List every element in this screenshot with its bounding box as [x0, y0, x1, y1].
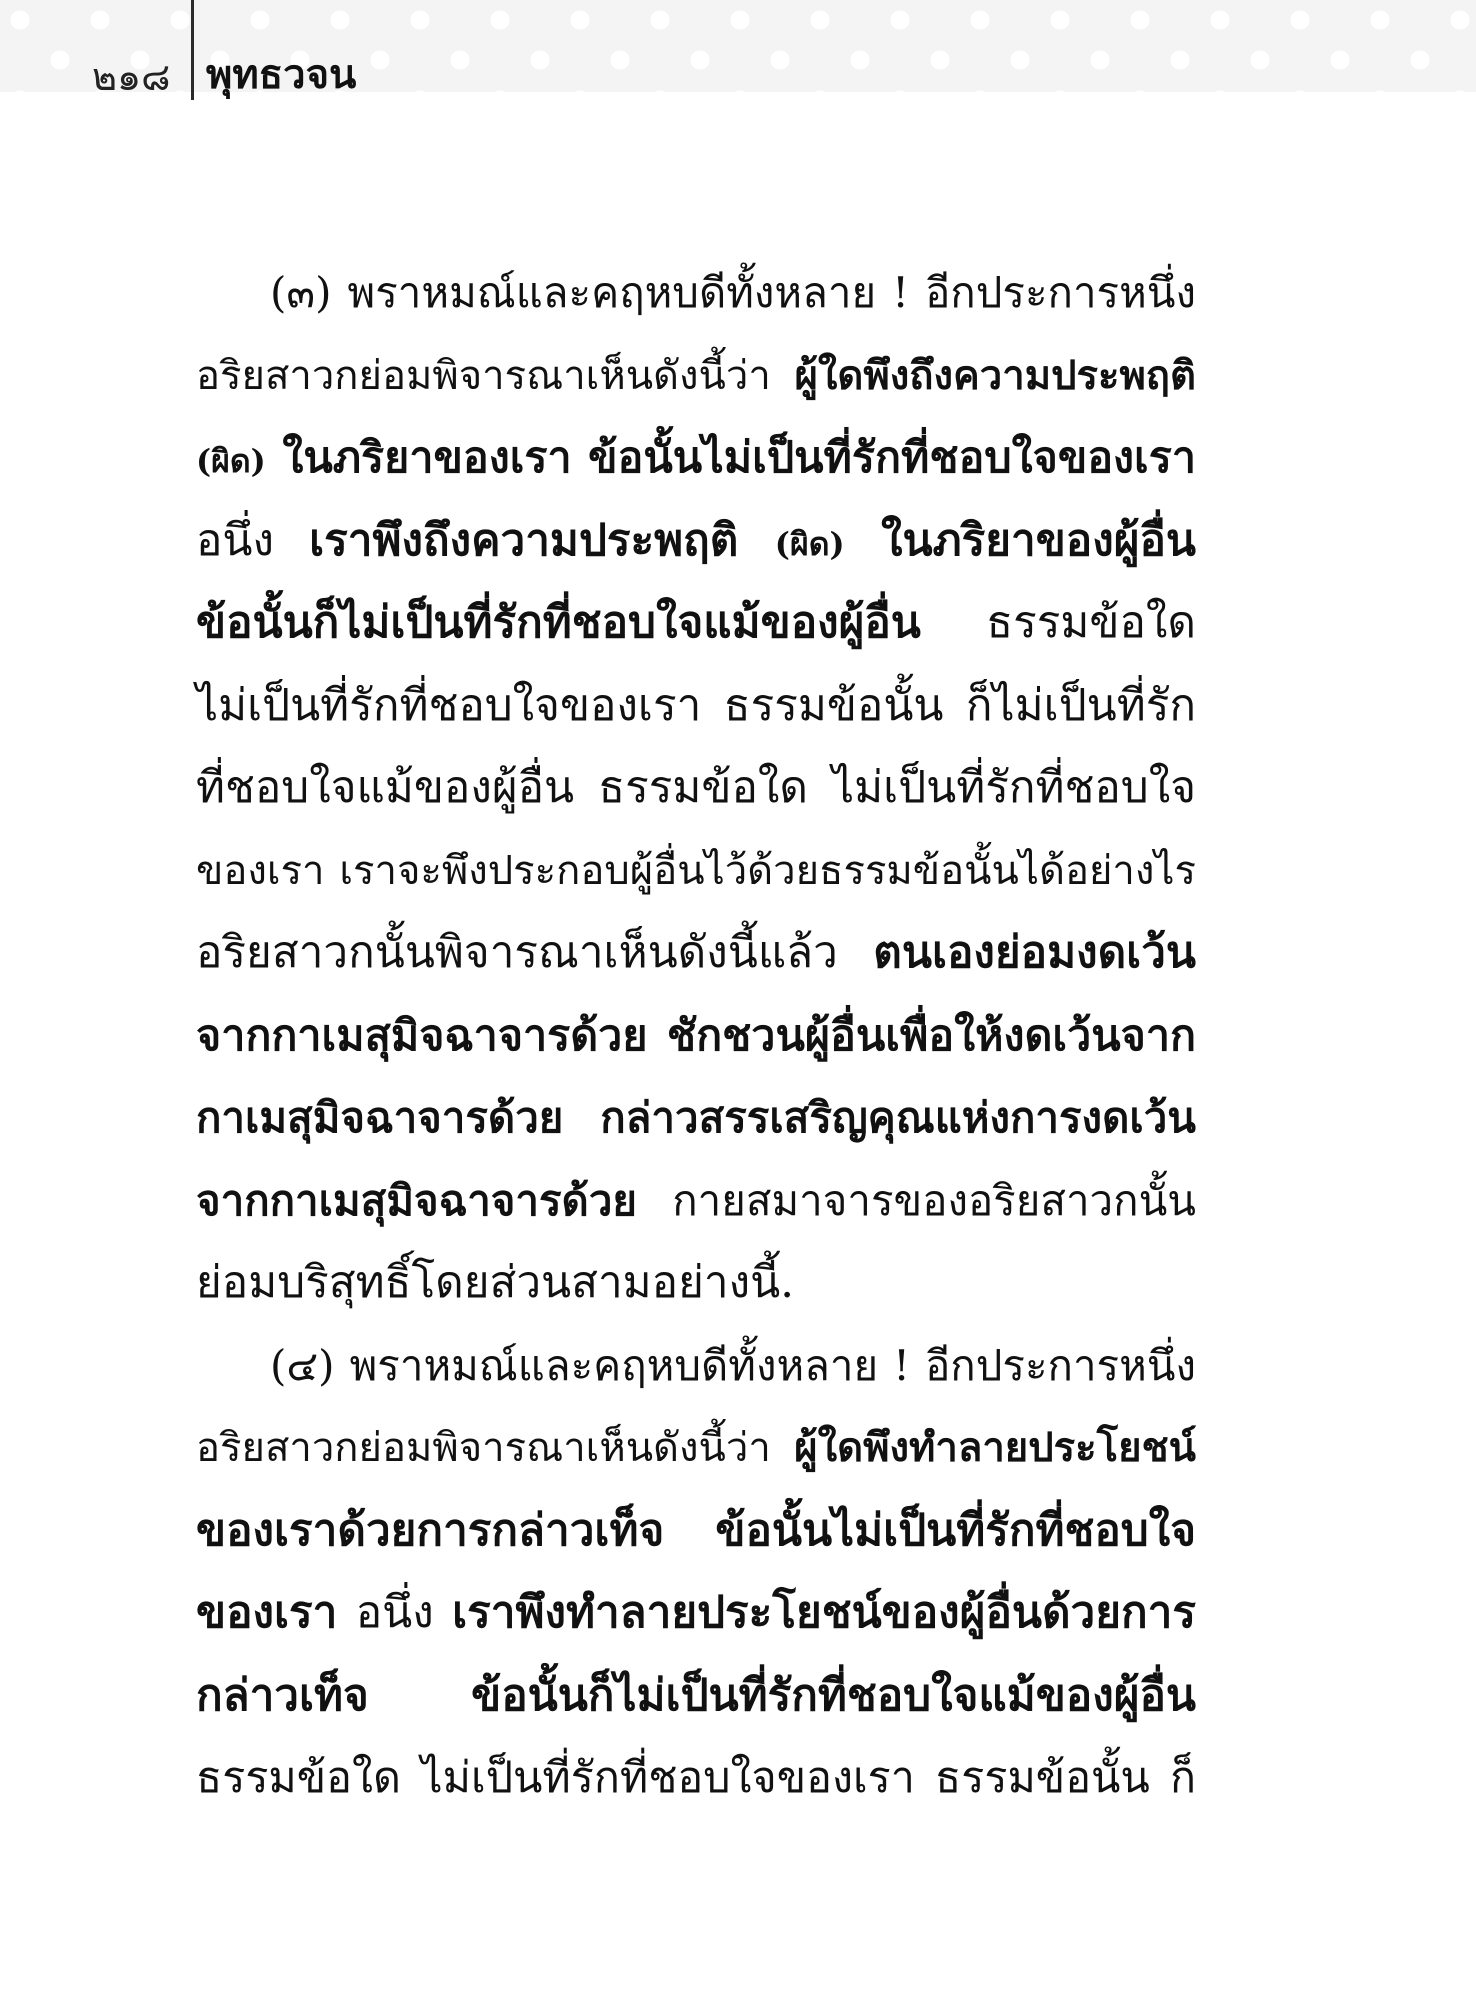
page-number: ๒๑๘	[92, 55, 171, 99]
text-run: ธรรมข้อใด	[920, 597, 1196, 648]
text-run-bold: เราพึงถึงความประพฤติ	[309, 514, 775, 566]
text-run-small: (ผิด)	[774, 524, 845, 563]
text-run-bold: ตนเองย่อมงดเว้น	[873, 927, 1196, 978]
text-run-bold: กล่าวเท็จ ข้อนั้นก็ไม่เป็นที่รักที่ชอบใจแม้ของผู้อื่น	[196, 1669, 1196, 1721]
text-line	[196, 252, 1196, 335]
text-line	[196, 995, 1196, 1078]
text-run: อนึ่ง	[196, 514, 310, 566]
text-line	[196, 1490, 1196, 1573]
text-line	[196, 500, 1196, 583]
text-run-bold: ในภริยาของผู้อื่น	[844, 514, 1197, 566]
text-run: ธรรมข้อใด ไม่เป็นที่รักที่ชอบใจของเรา ธรรมข้อนั้น ก็	[196, 1753, 1196, 1803]
text-run-bold: เราพึงทำลายประโยชน์ของผู้อื่นด้วยการ	[452, 1587, 1196, 1638]
text-line	[196, 1407, 1196, 1490]
text-run: ของเรา เราจะพึงประกอบผู้อื่นไว้ด้วยธรรมข้อนั้นได้อย่างไร	[196, 847, 1196, 894]
text-run: อริยสาวกนั้นพิจารณาเห็นดังนี้แล้ว	[196, 927, 874, 978]
text-line	[196, 830, 1196, 913]
text-line	[196, 1572, 1196, 1655]
text-run-bold: ในภริยาของเรา ข้อนั้นไม่เป็นที่รักที่ชอบใจของเรา	[265, 433, 1196, 483]
text-line	[196, 1655, 1196, 1738]
text-line	[196, 747, 1196, 830]
text-run: (๔) พราหมณ์และคฤหบดีทั้งหลาย ! อีกประการหนึ่ง	[270, 1340, 1196, 1390]
text-run-bold: ข้อนั้นก็ไม่เป็นที่รักที่ชอบใจแม้ของผู้อื่น	[196, 597, 921, 648]
text-line	[196, 335, 1196, 418]
text-run-bold: ของเราด้วยการกล่าวเท็จ ข้อนั้นไม่เป็นที่รักที่ชอบใจ	[196, 1504, 1196, 1556]
text-line	[196, 582, 1196, 665]
text-run-bold: กาเมสุมิจฉาจารด้วย กล่าวสรรเสริญคุณแห่งการงดเว้น	[196, 1093, 1196, 1142]
text-run-bold: จากกาเมสุมิจฉาจารด้วย ชักชวนผู้อื่นเพื่อให้งดเว้นจาก	[196, 1010, 1196, 1061]
body-text	[196, 252, 1196, 1820]
text-line	[196, 1242, 1196, 1325]
text-run-bold: ของเรา	[196, 1587, 338, 1638]
text-run: (๓) พราหมณ์และคฤหบดีทั้งหลาย ! อีกประการหนึ่ง	[270, 268, 1196, 317]
text-line	[196, 665, 1196, 748]
text-run: อนึ่ง	[337, 1587, 453, 1638]
text-run: ไม่เป็นที่รักที่ชอบใจของเรา ธรรมข้อนั้น ก็ไม่เป็นที่รัก	[196, 679, 1196, 731]
text-line	[196, 912, 1196, 995]
text-run-bold: ผู้ใดพึงทำลายประโยชน์	[794, 1424, 1196, 1471]
header-divider	[191, 0, 194, 100]
text-line	[196, 1160, 1196, 1243]
text-run: ย่อมบริสุทธิ์โดยส่วนสามอย่างนี้.	[196, 1257, 795, 1308]
text-run: กายสมาจารของอริยสาวกนั้น	[637, 1175, 1196, 1225]
text-run: อริยสาวกย่อมพิจารณาเห็นดังนี้ว่า	[196, 352, 795, 399]
text-run: ที่ชอบใจแม้ของผู้อื่น ธรรมข้อใด ไม่เป็นที่รักที่ชอบใจ	[196, 762, 1196, 813]
text-run-bold: จากกาเมสุมิจฉาจารด้วย	[196, 1175, 638, 1225]
text-line	[196, 1077, 1196, 1160]
text-line	[196, 417, 1196, 500]
text-line	[196, 1737, 1196, 1820]
text-run: อริยสาวกย่อมพิจารณาเห็นดังนี้ว่า	[196, 1425, 795, 1471]
text-run-small: (ผิด)	[196, 442, 266, 480]
text-run-bold: ผู้ใดพึงถึงความประพฤติ	[794, 351, 1196, 399]
text-line	[196, 1325, 1196, 1408]
running-title: พุทธวจน	[206, 51, 357, 98]
